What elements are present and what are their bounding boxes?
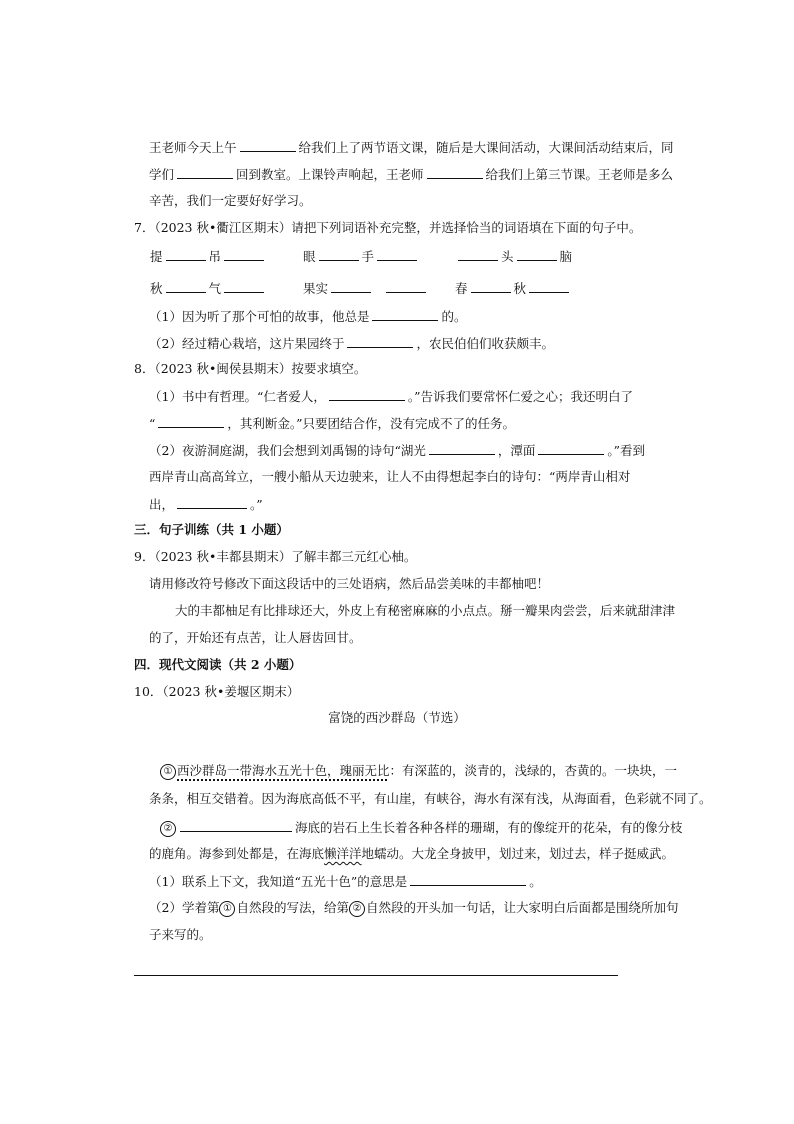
q10-header: 10．（2023 秋•姜堰区期末） [134, 684, 300, 699]
emphasis-dots-text: 西沙群岛一带海水五光十色，瑰丽无比 [177, 763, 390, 778]
q9-passage-line-2: 的了，开始还有点苦，让人唇齿回甘。 [149, 630, 362, 645]
q10-para-2-line-1: ② 海底的岩石上生长着各种各样的珊瑚，有的像绽开的花朵，有的像分枝 [160, 818, 683, 837]
q6-line-2: 学们 回到教室。上课铃声响起，王老师 给我们上第三节课。王老师是多么 [149, 167, 674, 182]
q10-para-1-line-2: 条条，相互交错着。因为海底高低不平，有山崖，有峡谷，海水有深有浅，从海面看，色彩就不同了。 [149, 791, 712, 806]
q7-word-1: 提 吊 [150, 247, 267, 266]
fill-blank[interactable] [471, 279, 511, 293]
q6-line-3: 辛苦，我们一定要好好学习。 [149, 193, 312, 208]
fill-blank[interactable] [224, 247, 264, 261]
q10-para-1-line-1: ① 西沙群岛一带海水五光十色，瑰丽无比：有深蓝的，淡青的，浅绿的，杏黄的。一块块，一 [160, 762, 677, 780]
q7-word-6: 春 秋 [455, 279, 572, 298]
q10-para-2-line-2: 的鹿角。海参到处都是，在海底懒洋洋地蠕动。大龙全身披甲，划过来，划过去，样子挺威武。 [149, 846, 675, 861]
fill-blank[interactable] [319, 247, 359, 261]
q10-question-2-line-2: 子来写的。 [149, 927, 212, 942]
fill-blank[interactable] [329, 387, 405, 401]
q8-line-2: “ ，其利断金。”只要团结合作，没有完成不了的任务。 [149, 416, 516, 431]
q7-sentence-2: （2）经过精心栽培，这片果园终于 ，农民伯伯们收获颇丰。 [149, 336, 554, 351]
fill-blank[interactable] [331, 279, 371, 293]
q7-header: 7．（2023 秋•衢江区期末）请把下列词语补充完整，并选择恰当的词语填在下面的句子中。 [134, 220, 642, 235]
q10-question-1: （1）联系上下文，我知道“五光十色”的意思是 。 [149, 874, 542, 889]
paragraph-number-2: ② [160, 821, 176, 837]
section-4-heading: 四．现代文阅读（共 2 小题） [134, 657, 302, 672]
q7-sentence-1: （1）因为听了那个可怕的故事，他总是 的。 [149, 309, 467, 324]
q8-header: 8．（2023 秋•闽侯县期末）按要求填空。 [134, 361, 367, 376]
q7-word-5: 果实 [303, 279, 429, 298]
paragraph-ref-2: ② [349, 901, 365, 917]
paragraph-number-1: ① [160, 764, 176, 780]
fill-blank[interactable] [458, 247, 498, 261]
q7-word-3: 头 脑 [455, 247, 572, 266]
fill-blank[interactable] [410, 872, 526, 886]
q8-line-3: （2）夜游洞庭湖，我们会想到刘禹锡的诗句“湖光 ，潭面 。”看到 [149, 443, 646, 458]
fill-blank[interactable] [166, 279, 206, 293]
q8-line-4: 西岸青山高高耸立，一艘小船从天边驶来，让人不由得想起李白的诗句：“两岸青山相对 [149, 469, 631, 484]
q7-word-4: 秋 气 [150, 279, 267, 298]
passage-title: 富饶的西沙群岛（节选） [328, 710, 466, 725]
q8-line-5: 出， 。” [149, 497, 263, 512]
section-3-heading: 三．句子训练（共 1 小题） [134, 522, 289, 537]
q9-header: 9．（2023 秋•丰都县期末）了解丰都三元红心柚。 [134, 549, 417, 564]
fill-blank[interactable] [372, 307, 438, 321]
fill-blank[interactable] [177, 165, 233, 179]
paragraph-ref-1: ① [219, 901, 235, 917]
fill-blank[interactable] [224, 279, 264, 293]
fill-blank[interactable] [538, 441, 604, 455]
fill-blank[interactable] [240, 138, 296, 152]
answer-line[interactable] [134, 975, 618, 976]
q9-instruction: 请用修改符号修改下面这段话中的三处语病，然后品尝美味的丰都柚吧！ [149, 576, 550, 591]
q9-passage-line-1: 大的丰都柚足有比排球还大，外皮上有秘密麻麻的小点点。掰一瓣果肉尝尝，后来就甜津津 [175, 603, 676, 618]
fill-blank[interactable] [158, 414, 224, 428]
q10-question-2-line-1: （2）学着第 ① 自然段的写法，给第 ② 自然段的开头加一句话，让大家明白后面都是围绕所加句 [149, 900, 679, 915]
fill-blank[interactable] [377, 247, 417, 261]
fill-blank[interactable] [177, 495, 247, 509]
wavy-underlined-word: 懒洋洋 [324, 846, 362, 861]
fill-blank[interactable] [529, 279, 569, 293]
fill-blank[interactable] [427, 165, 483, 179]
fill-blank[interactable] [180, 818, 292, 832]
q7-word-2: 眼 手 [303, 247, 420, 266]
fill-blank[interactable] [166, 247, 206, 261]
fill-blank[interactable] [517, 247, 557, 261]
fill-blank[interactable] [429, 441, 495, 455]
q6-line-1: 王老师今天上午 给我们上了两节语文课，随后是大课间活动，大课间活动结束后，同 [149, 140, 674, 155]
fill-blank[interactable] [347, 334, 413, 348]
fill-blank[interactable] [386, 279, 426, 293]
q8-line-1: （1）书中有哲理。“仁者爱人， 。”告诉我们要常怀仁爱之心；我还明白了 [149, 389, 634, 404]
